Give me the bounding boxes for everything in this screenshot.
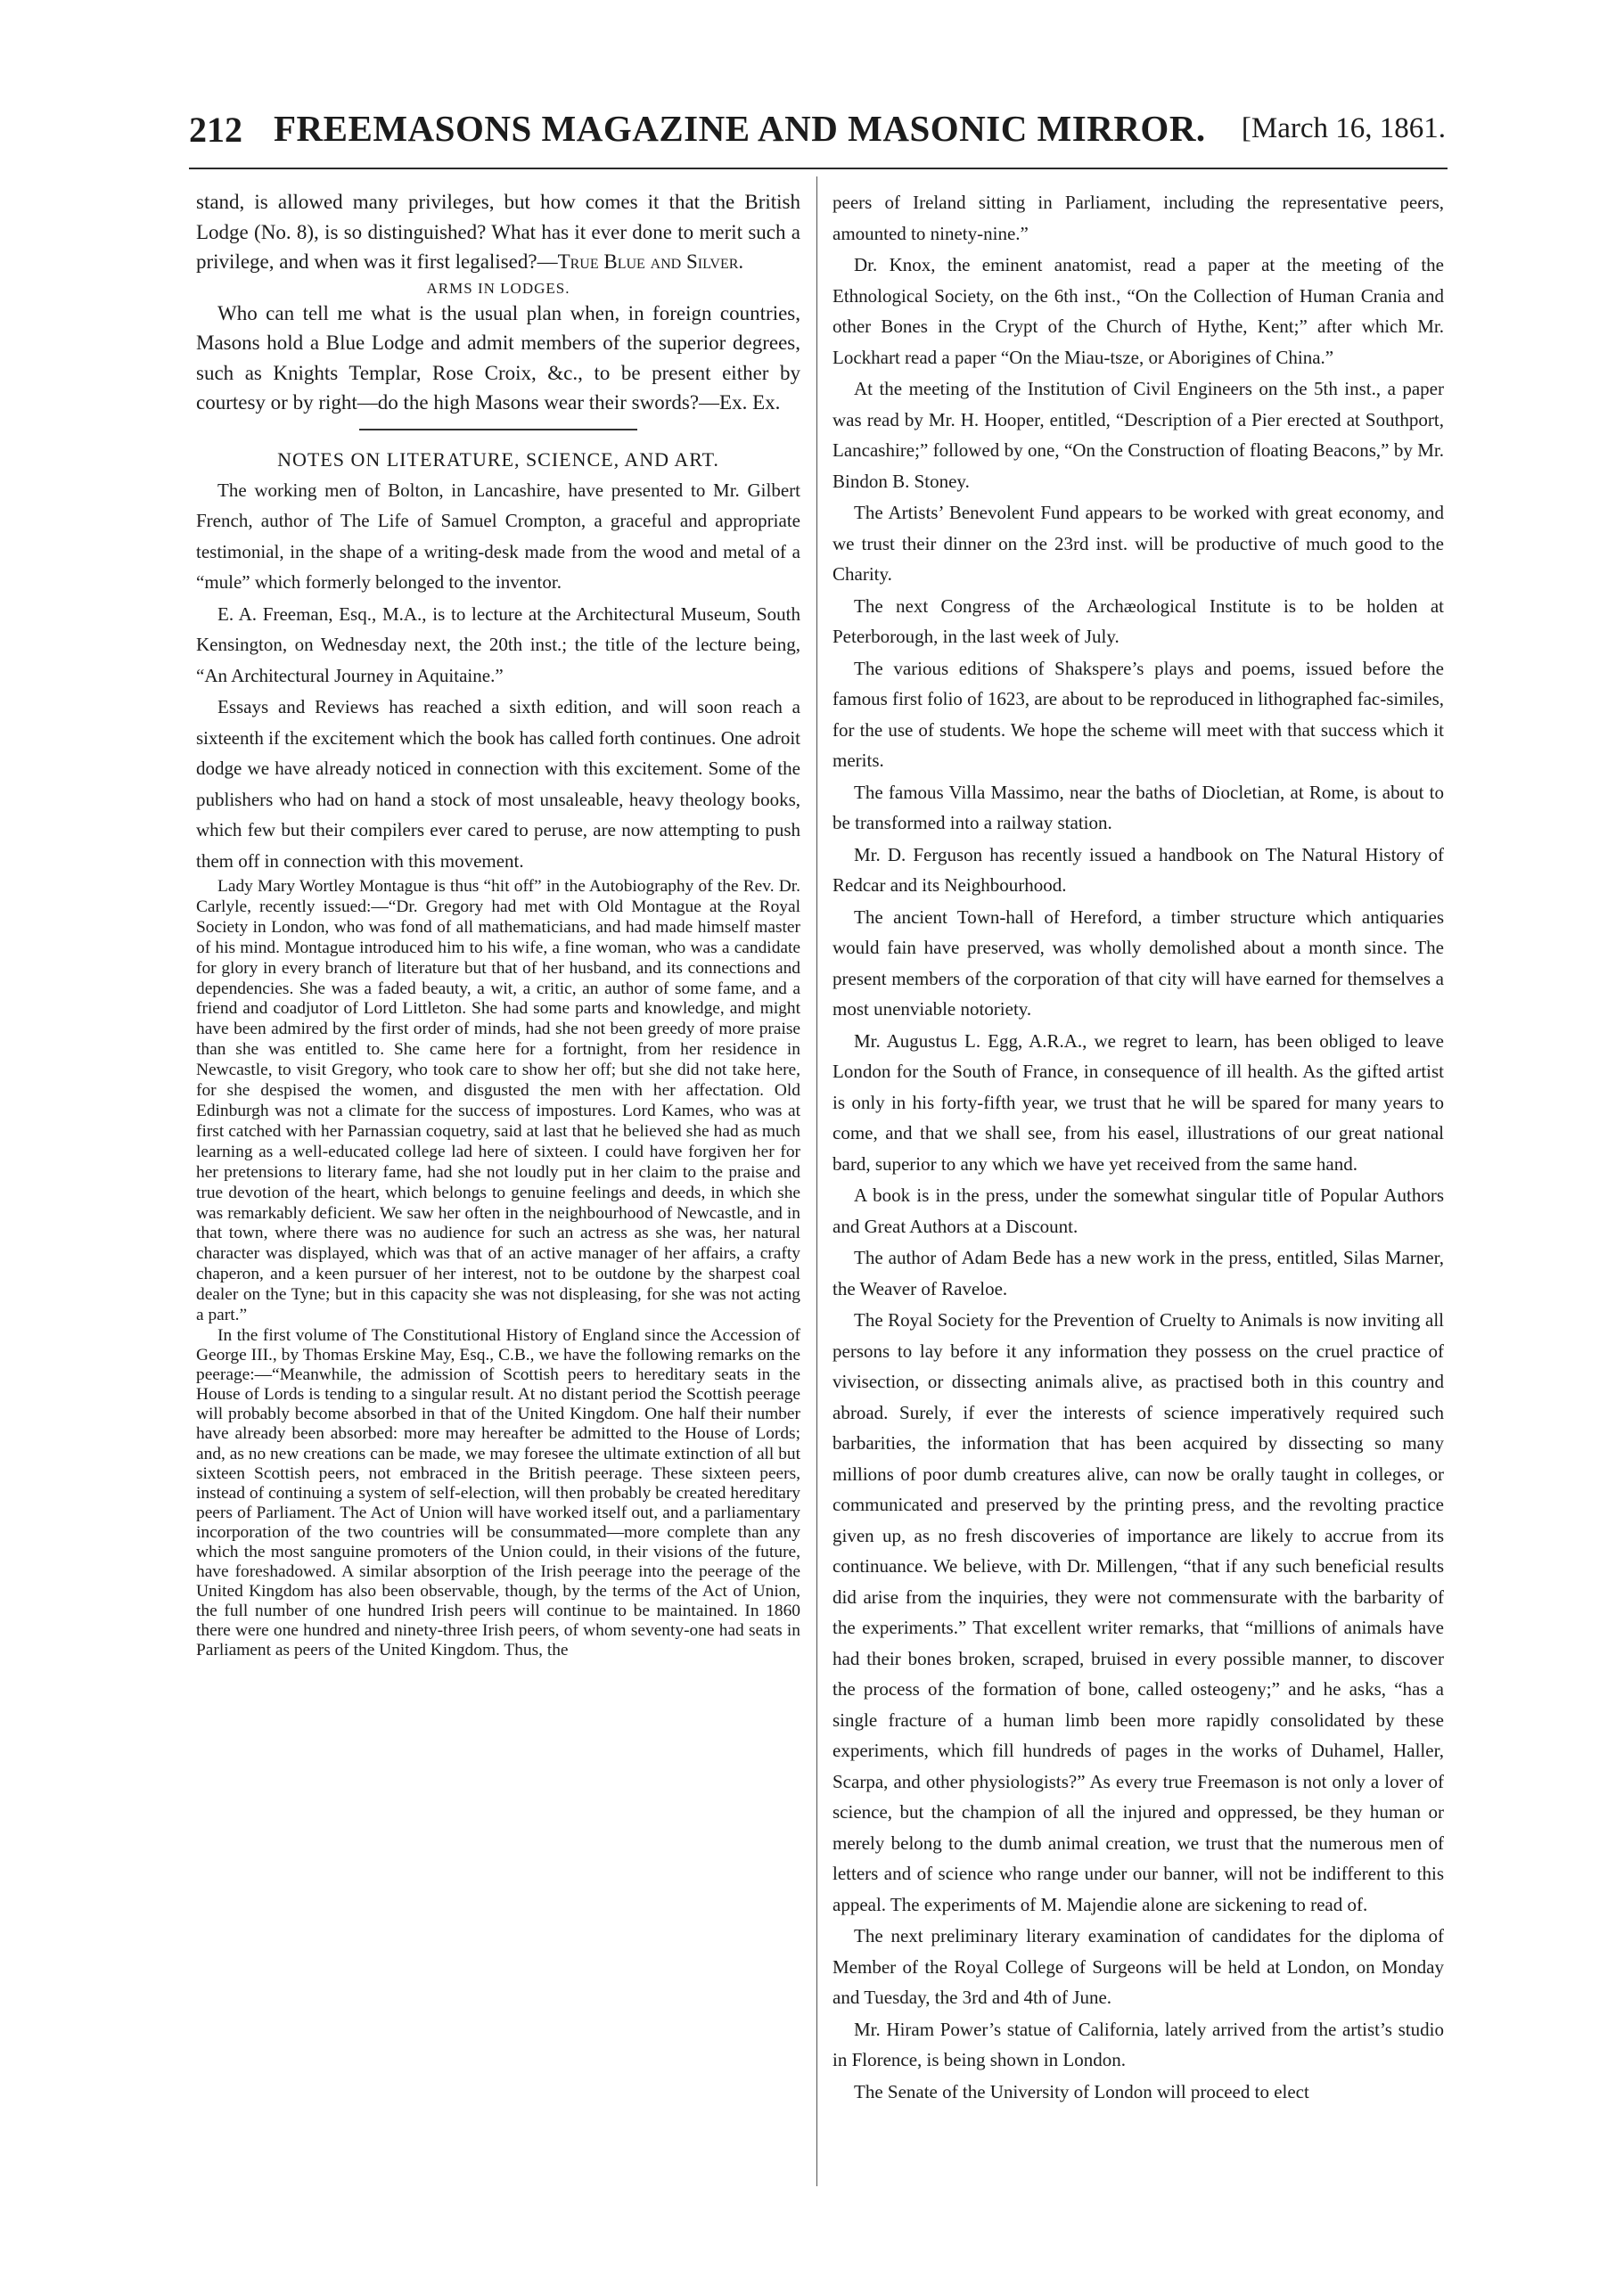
section-divider	[359, 429, 637, 430]
query-signature: True Blue and Silver.	[557, 250, 744, 273]
page-number: 212	[189, 110, 242, 150]
article-paragraph: The Royal Society for the Prevention of Cruelty to Animals is now inviting all persons to lay before it any information they possess on the cruel practice of vivisection, or dissecting animals alive, as practised both in this country and abroad. Surely, if ever the interests of science imperatively required such barbarities, the information that has been acquired by dissecting so many millions of poor dumb creatures alive, can now be orally taught in colleges, or communicated and preserved by the printing press, and the revolting practice given up, as no fresh discoveries of importance are likely to accrue from its continuance. We believe, with Dr. Millengen, “that if any such beneficial results did arise from the inquiries, they were not commensurate with the barbarity of the experiments.” That excellent writer remarks, that “millions of animals have had their bones broken, scraped, bruised in every possible manner, to discover the process of the formation of bone, called osteogeny;” and he asks, “has a single fracture of a human limb been more rapidly consolidated by these experiments, which fill hundreds of pages in the works of Duhamel, Haller, Scarpa, and other physiologists?” As every true Freemason is not only a lover of science, but the champion of all the injured and oppressed, be they human or merely belong to the dumb animal creation, we trust that the numerous men of letters and of science who range under our banner, will not be indifferent to this appeal. The experiments of M. Majendie alone are sickening to read of.	[833, 1309, 1444, 1915]
article-paragraph: Mr. Augustus L. Egg, A.R.A., we regret to learn, has been obliged to leave London for the South of France, in consequence of ill health. As the gifted artist is only in his forty-fifth year, we trust that he will be spared for many years to come, and that we shall see, from his easel, illustrations of our great national bard, superior to any which we have yet received from the same hand.	[833, 1029, 1444, 1175]
article-paragraph: A book is in the press, under the somewhat singular title of Popular Authors and Great Authors at a Discount.	[833, 1184, 1444, 1237]
right-column	[833, 187, 1444, 2108]
query-paragraph: stand, is allowed many privileges, but how comes it that the British Lodge (No. 8), is so distinguished? What has it ever done to merit such a privilege, and when was it first legalised?—True Blue and Silver.	[196, 191, 800, 273]
article-paragraph: The ancient Town-hall of Hereford, a timber structure which antiquaries would fain have preserved, was wholly demolished about a month since. The present members of the corporation of that city will have earned for themselves a most unenviable notoriety.	[833, 906, 1444, 1020]
article-paragraph: The working men of Bolton, in Lancashire, have presented to Mr. Gilbert French, author of The Life of Samuel Crompton, a graceful and appropriate testimonial, in the shape of a writing-desk made from the wood and metal of a “mule” which formerly belonged to the inventor.	[196, 479, 800, 593]
article-paragraph: Mr. D. Ferguson has recently issued a handbook on The Natural History of Redcar and its Neighbourhood.	[833, 843, 1444, 896]
article-paragraph: The Artists’ Benevolent Fund appears to be worked with great economy, and we trust their dinner on the 23rd inst. will be productive of much good to the Charity.	[833, 502, 1444, 585]
quoted-passage: In the first volume of The Constitutional History of England since the Accession of George III., by Thomas Erskine May, Esq., C.B., we have the following remarks on the peerage:—“Meanwhile, the admission of Scottish peers to hereditary seats in the House of Lords is tending to a singular result. At no distant period the Scottish peerage will probably become absorbed in that of the United Kingdom. One half their number have already been absorbed: more may hereafter be admitted to the House of Lords; and, as no new creations can be made, we may foresee the ultimate extinction of all but sixteen Scottish peers, not embraced in the British peerage. These sixteen peers, instead of continuing a system of self-election, will then probably be created hereditary peers of Parliament. The Act of Union will have worked itself out, and a parliamentary incorporation of the two countries will be consummated—more complete than any which the most sanguine promoters of the Union could, in their visions of the future, have foreshadowed. A similar absorption of the Irish peerage into the peerage of the United Kingdom has also been observable, though, by the terms of the Act of Union, the full number of one hundred Irish peers will continue to be maintained. In 1860 there were one hundred and ninety-three Irish peers, of whom seventy-one had seats in Parliament as peers of the United Kingdom. Thus, the	[196, 1325, 800, 1660]
article-paragraph: The Senate of the University of London will proceed to elect	[854, 2080, 1309, 2102]
left-column	[196, 187, 800, 1661]
article-paragraph: Essays and Reviews has reached a sixth edition, and will soon reach a sixteenth if the excitement which the book has called forth continues. One adroit dodge we have already noticed in connection with this excitement. Some of the publishers who had on hand a stock of most unsaleable, heavy theology books, which few but their compilers ever cared to peruse, are now attempting to push them off in connection with this movement.	[196, 696, 800, 872]
header-rule	[189, 168, 1448, 169]
article-paragraph: At the meeting of the Institution of Civil Engineers on the 5th inst., a paper was read by Mr. H. Hooper, entitled, “Description of a Pier erected at Southport, Lancashire;” followed by one, “On the Construction of floating Beacons,” by Mr. Bindon B. Stoney.	[833, 378, 1444, 492]
issue-date: [March 16, 1861.	[1241, 112, 1446, 144]
article-paragraph: peers of Ireland sitting in Parliament, including the representative peers, amounted to ninety-nine.”	[833, 192, 1444, 244]
masthead-title: FREEMASONS MAGAZINE AND MASONIC MIRROR.	[274, 108, 1206, 149]
article-paragraph: The famous Villa Massimo, near the baths of Diocletian, at Rome, is about to be transformed into a railway station.	[833, 781, 1444, 833]
article-paragraph: The author of Adam Bede has a new work in the press, entitled, Silas Marner, the Weaver of Raveloe.	[833, 1247, 1444, 1299]
article-paragraph: Dr. Knox, the eminent anatomist, read a paper at the meeting of the Ethnological Society, on the 6th inst., “On the Collection of Human Crania and other Bones in the Crypt of the Church of Hythe, Kent;” after which Mr. Lockhart read a paper “On the Miau-tsze, or Aborigines of China.”	[833, 254, 1444, 368]
article-paragraph: The next preliminary literary examination of candidates for the diploma of Member of the Royal College of Surgeons will be held at London, on Monday and Tuesday, the 3rd and 4th of June.	[833, 1925, 1444, 2008]
query-subheading: ARMS IN LODGES.	[426, 279, 570, 297]
section-title: NOTES ON LITERATURE, SCIENCE, AND ART.	[277, 447, 719, 471]
arms-query-paragraph: Who can tell me what is the usual plan when, in foreign countries, Masons hold a Blue Lodge and admit members of the superior degrees, such as Knights Templar, Rose Croix, &c., to be present either by courtesy or by right—do the high Masons wear their swords?—Ex. Ex.	[196, 301, 800, 414]
column-divider	[816, 176, 817, 2186]
article-paragraph: E. A. Freeman, Esq., M.A., is to lecture at the Architectural Museum, South Kensington, on Wednesday next, the 20th inst.; the title of the lecture being, “An Architectural Journey in Aquitaine.”	[196, 602, 800, 686]
article-paragraph: The various editions of Shakspere’s plays and poems, issued before the famous first folio of 1623, are about to be reproduced in lithographed fac-similes, for the use of students. We hope the scheme will meet with that success which it merits.	[833, 657, 1444, 771]
article-paragraph: Mr. Hiram Power’s statue of California, lately arrived from the artist’s studio in Florence, is being shown in London.	[833, 2018, 1444, 2070]
page-header	[189, 105, 1446, 159]
article-paragraph: The next Congress of the Archæological Institute is to be holden at Peterborough, in the last week of July.	[833, 594, 1444, 647]
quoted-passage: Lady Mary Wortley Montague is thus “hit off” in the Autobiography of the Rev. Dr. Carlyle, recently issued:—“Dr. Gregory had met with Old Montague at the Royal Society in London, who was fond of all mathematicians, and had made himself master of his mind. Montague introduced him to his wife, a fine woman, who was a candidate for glory in every branch of literature but that of her husband, and its connections and dependencies. She was a faded beauty, a wit, a critic, an author of some fame, and a friend and coadjutor of Lord Littleton. She had some parts and knowledge, and might have been admired by the first order of minds, had she not been greedy of more praise than she was entitled to. She came here for a fortnight, from her residence in Newcastle, to visit Gregory, who took care to show her off; but she did not take here, for she despised the women, and disgusted the men with her affectation. Old Edinburgh was not a climate for the success of impostures. Lord Kames, who was at first catched with her Parnassian coquetry, said at last that he believed she had as much learning as a well-educated college lad here of sixteen. I could have forgiven her for her pretensions to literary fame, had she not loudly put in her claim to the praise and true devotion of the heart, which belongs to genuine feelings and deeds, in which she was remarkably deficient. We saw her often in the neighbourhood of Newcastle, and in that town, where there was no audience for such an actress as she was, her natural character was displayed, which was that of an active manager of her affairs, a crafty chaperon, and a keen pursuer of her interest, not to be outdone by the sharpest coal dealer on the Tyne; but in this capacity she was not displeasing, for she was not acting a part.”	[196, 877, 800, 1325]
